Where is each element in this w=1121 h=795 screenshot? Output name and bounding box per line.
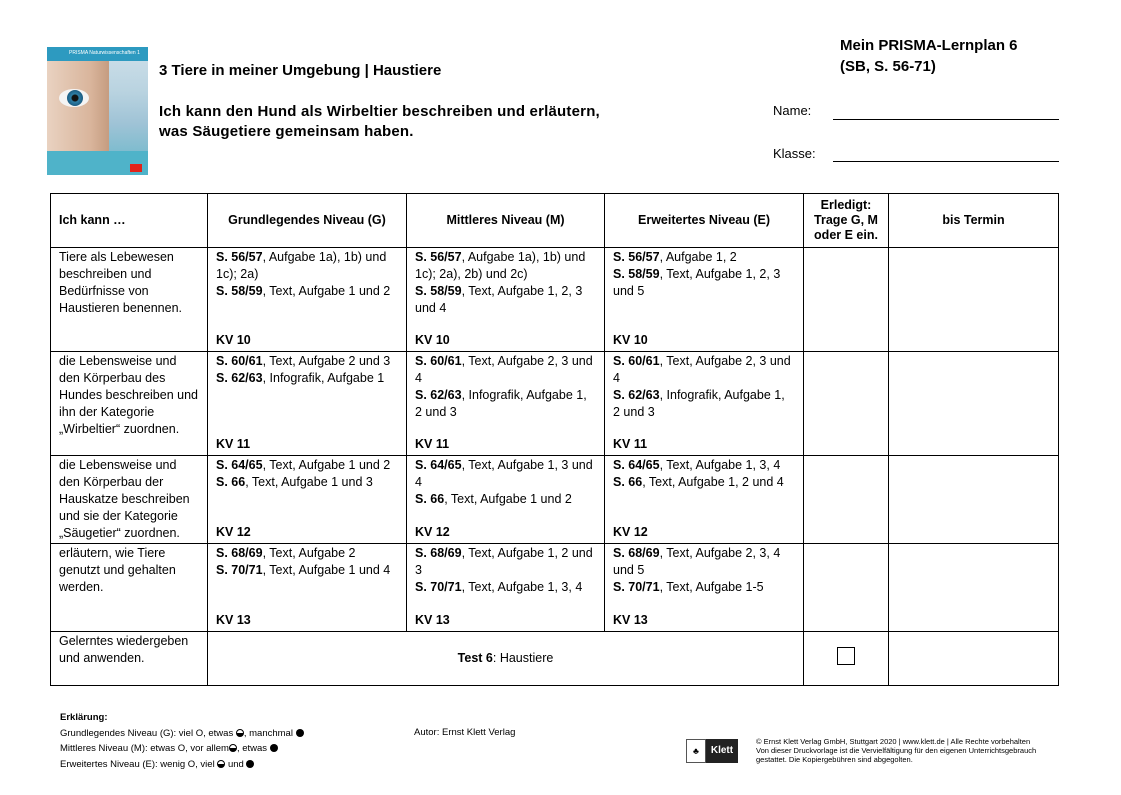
- page-reference: S. 64/65: [415, 458, 462, 472]
- header-ich-kann: Ich kann …: [51, 194, 208, 248]
- copyright-line-1: © Ernst Klett Verlag GmbH, Stuttgart 2020 | www.klett.de | Alle Rechte vorbehalten: [756, 737, 1031, 746]
- page-reference: S. 70/71: [216, 563, 263, 577]
- assignment-entry: [613, 353, 795, 387]
- assignment-entry: [216, 545, 398, 562]
- assignment-entry: [613, 266, 795, 300]
- full-circle-icon: [296, 729, 304, 737]
- assignment-text: , Text, Aufgabe 1, 3, 4: [659, 458, 781, 472]
- assignment-text: , Text, Aufgabe 2, 3 und 4: [415, 354, 593, 385]
- name-label: Name:: [773, 103, 812, 118]
- assignment-text: , Text, Aufgabe 2: [262, 546, 356, 560]
- assignment-entry: [613, 545, 795, 579]
- page-reference: S. 66: [216, 475, 246, 489]
- page-reference: S. 68/69: [613, 546, 660, 560]
- assignment-text: , Aufgabe 1a), 1b) und 1c); 2a): [216, 250, 387, 281]
- full-circle-icon: [246, 760, 254, 768]
- level-m-cell: [407, 544, 605, 632]
- erledigt-cell[interactable]: [804, 248, 889, 352]
- plan-pages: (SB, S. 56-71): [840, 58, 936, 75]
- legend-title: Erklärung:: [60, 712, 108, 723]
- assignment-entry: [216, 249, 398, 283]
- assignment-text: , Text, Aufgabe 1, 2 und 4: [642, 475, 784, 489]
- assignment-text: , Text, Aufgabe 1 und 4: [262, 563, 391, 577]
- assignment-entry: [415, 545, 596, 579]
- header-erledigt-line3: oder E ein.: [814, 228, 878, 242]
- termin-cell[interactable]: [889, 248, 1059, 352]
- page-reference: S. 64/65: [216, 458, 263, 472]
- assignment-entry: [216, 370, 398, 387]
- assignment-entry: [415, 457, 596, 491]
- table-row-test: [51, 632, 1059, 686]
- assignment-text: , Text, Aufgabe 1, 3 und 4: [415, 458, 593, 489]
- book-cover-image: [47, 47, 148, 175]
- level-e-cell: [605, 248, 804, 352]
- assignment-text: , Text, Aufgabe 2 und 3: [262, 354, 391, 368]
- kv-label: KV 10: [613, 333, 648, 347]
- kv-label: KV 10: [415, 333, 450, 347]
- page-reference: S. 58/59: [216, 284, 263, 298]
- legend-line-e: [60, 759, 254, 770]
- level-e-cell: [605, 544, 804, 632]
- assignment-entry: [216, 353, 398, 370]
- kv-label: KV 12: [415, 525, 450, 539]
- header-level-g: Grundlegendes Niveau (G): [208, 194, 407, 248]
- half-circle-icon: [217, 760, 225, 768]
- full-circle-icon: [270, 744, 278, 752]
- level-g-cell: [208, 544, 407, 632]
- assignment-entry: [415, 579, 596, 596]
- assignment-entry: [613, 474, 795, 491]
- test-done-checkbox[interactable]: [837, 647, 855, 665]
- erledigt-cell[interactable]: [804, 456, 889, 544]
- assignment-text: , Text, Aufgabe 1, 2, 3 und 5: [613, 267, 781, 298]
- page-reference: S. 56/57: [216, 250, 263, 264]
- level-g-cell: [208, 352, 407, 456]
- level-m-cell: [407, 456, 605, 544]
- skill-cell: Tiere als Lebewesen beschreiben und Bedürfnisse von Haustieren benennen.: [51, 248, 208, 352]
- assignment-text: , Aufgabe 1, 2: [659, 250, 737, 264]
- header-level-e: Erweitertes Niveau (E): [605, 194, 804, 248]
- kv-label: KV 13: [216, 613, 251, 627]
- header-erledigt-line1: Erledigt:: [820, 198, 872, 212]
- klett-logo-text: Klett: [706, 739, 738, 763]
- assignment-entry: [216, 562, 398, 579]
- termin-cell[interactable]: [889, 352, 1059, 456]
- page-reference: S. 62/63: [613, 388, 660, 402]
- page-reference: S. 56/57: [613, 250, 660, 264]
- header-bis-termin: bis Termin: [889, 194, 1059, 248]
- page-reference: S. 68/69: [415, 546, 462, 560]
- skill-cell: die Lebensweise und den Körperbau der Hauskatze beschreiben und sie der Kategorie „Säugetier“ zuordnen.: [51, 456, 208, 544]
- assignment-entry: [415, 491, 596, 508]
- table-header-row: [51, 194, 1059, 248]
- erledigt-cell[interactable]: [804, 544, 889, 632]
- kv-label: KV 10: [216, 333, 251, 347]
- page-reference: S. 60/61: [415, 354, 462, 368]
- assignment-entry: [415, 283, 596, 317]
- skill-cell: die Lebensweise und den Körperbau des Hundes beschreiben und ihn der Kategorie „Wirbeltier“ zuordnen.: [51, 352, 208, 456]
- assignment-entry: [415, 249, 596, 283]
- assignment-text: , Text, Aufgabe 1, 2 und 3: [415, 546, 593, 577]
- assignment-text: , Text, Aufgabe 1 und 2: [444, 492, 572, 506]
- level-g-cell: [208, 456, 407, 544]
- legend-e-text-b: und: [227, 759, 244, 770]
- level-m-cell: [407, 248, 605, 352]
- level-g-cell: [208, 248, 407, 352]
- page-reference: S. 62/63: [415, 388, 462, 402]
- skill-cell: erläutern, wie Tiere genutzt und gehalten werden.: [51, 544, 208, 632]
- page-reference: S. 58/59: [415, 284, 462, 298]
- assignment-text: , Aufgabe 1a), 1b) und 1c); 2a), 2b) und 2c): [415, 250, 586, 281]
- test-cell: [208, 632, 804, 686]
- assignment-text: , Text, Aufgabe 1, 3, 4: [461, 580, 583, 594]
- assignment-entry: [216, 474, 398, 491]
- level-m-cell: [407, 352, 605, 456]
- half-circle-icon: [229, 744, 237, 752]
- erledigt-cell: [804, 632, 889, 686]
- class-label: Klasse:: [773, 146, 816, 161]
- name-field-line[interactable]: [833, 119, 1059, 120]
- chapter-title: 3 Tiere in meiner Umgebung | Haustiere: [159, 62, 442, 79]
- page-reference: S. 60/61: [613, 354, 660, 368]
- legend-m-text-b: , etwas: [236, 743, 268, 754]
- termin-cell[interactable]: [889, 544, 1059, 632]
- table-row: [51, 456, 1059, 544]
- copyright: [756, 737, 1076, 764]
- assignment-entry: [613, 579, 795, 596]
- page-reference: S. 66: [613, 475, 643, 489]
- table-row: [51, 544, 1059, 632]
- assignment-entry: [415, 387, 596, 421]
- assignment-text: , Text, Aufgabe 1 und 3: [245, 475, 373, 489]
- class-field-line[interactable]: [833, 161, 1059, 162]
- assignment-text: , Text, Aufgabe 1 und 2: [262, 284, 391, 298]
- half-circle-icon: [236, 729, 244, 737]
- page-reference: S. 70/71: [415, 580, 462, 594]
- assignment-text: , Text, Aufgabe 1 und 2: [262, 458, 391, 472]
- page-reference: S. 70/71: [613, 580, 660, 594]
- termin-cell[interactable]: [889, 632, 1059, 686]
- legend-g-text-a: Grundlegendes Niveau (G): viel O, etwas: [60, 728, 234, 739]
- page-reference: S. 62/63: [216, 371, 263, 385]
- assignment-text: , Infografik, Aufgabe 1: [262, 371, 385, 385]
- klett-logo: [686, 739, 738, 763]
- author: Autor: Ernst Klett Verlag: [414, 727, 516, 738]
- legend-g-text-b: , manchmal: [243, 728, 293, 739]
- legend-e-text-a: Erweitertes Niveau (E): wenig O, viel: [60, 759, 215, 770]
- level-e-cell: [605, 456, 804, 544]
- page-reference: S. 56/57: [415, 250, 462, 264]
- kv-label: KV 12: [216, 525, 251, 539]
- kv-label: KV 11: [216, 437, 251, 451]
- kv-label: KV 11: [613, 437, 648, 451]
- legend-line-g: [60, 728, 304, 739]
- header-erledigt: [804, 194, 889, 248]
- copyright-line-2: Von dieser Druckvorlage ist die Vervielfältigung für den eigenen Unterrichtsgebrauch: [756, 746, 1037, 755]
- legend-line-m: [60, 743, 278, 754]
- page-reference: S. 68/69: [216, 546, 263, 560]
- assignment-text: , Text, Aufgabe 2, 3, 4 und 5: [613, 546, 781, 577]
- assignment-entry: [613, 387, 795, 421]
- kv-label: KV 11: [415, 437, 450, 451]
- learning-goal-line-2: was Säugetiere gemeinsam haben.: [159, 123, 414, 140]
- skill-cell: Gelerntes wiedergeben und anwenden.: [51, 632, 208, 686]
- page-reference: S. 58/59: [613, 267, 660, 281]
- page-reference: S. 60/61: [216, 354, 263, 368]
- termin-cell[interactable]: [889, 456, 1059, 544]
- klett-logo-icon: ♣: [686, 739, 706, 763]
- legend-m-text-a: Mittleres Niveau (M): etwas O, vor allem: [60, 743, 229, 754]
- erledigt-cell[interactable]: [804, 352, 889, 456]
- table-row: [51, 248, 1059, 352]
- table-row: [51, 352, 1059, 456]
- assignment-text: , Text, Aufgabe 1, 2, 3 und 4: [415, 284, 583, 315]
- kv-label: KV 12: [613, 525, 648, 539]
- header-erledigt-line2: Trage G, M: [814, 213, 878, 227]
- learning-goal-line-1: Ich kann den Hund als Wirbeltier beschreiben und erläutern,: [159, 103, 600, 120]
- kv-label: KV 13: [613, 613, 648, 627]
- assignment-text: , Text, Aufgabe 2, 3 und 4: [613, 354, 791, 385]
- assignment-entry: [613, 457, 795, 474]
- assignment-text: , Infografik, Aufgabe 1, 2 und 3: [415, 388, 587, 419]
- page-reference: S. 64/65: [613, 458, 660, 472]
- cover-series-title: PRISMA Naturwissenschaften 1: [69, 50, 140, 56]
- header-level-m: Mittleres Niveau (M): [407, 194, 605, 248]
- plan-title: Mein PRISMA-Lernplan 6: [840, 37, 1018, 54]
- test-text: : Haustiere: [492, 651, 554, 665]
- assignment-entry: [613, 249, 795, 266]
- assignment-text: , Infografik, Aufgabe 1, 2 und 3: [613, 388, 785, 419]
- test-reference: Test 6: [457, 651, 493, 665]
- assignment-entry: [415, 353, 596, 387]
- copyright-line-3: gestattet. Die Kopiergebühren sind abgegolten.: [756, 755, 913, 764]
- assignment-text: , Text, Aufgabe 1-5: [659, 580, 764, 594]
- level-e-cell: [605, 352, 804, 456]
- kv-label: KV 13: [415, 613, 450, 627]
- assignment-entry: [216, 283, 398, 300]
- learning-plan-table: [50, 193, 1059, 686]
- assignment-entry: [216, 457, 398, 474]
- page-reference: S. 66: [415, 492, 445, 506]
